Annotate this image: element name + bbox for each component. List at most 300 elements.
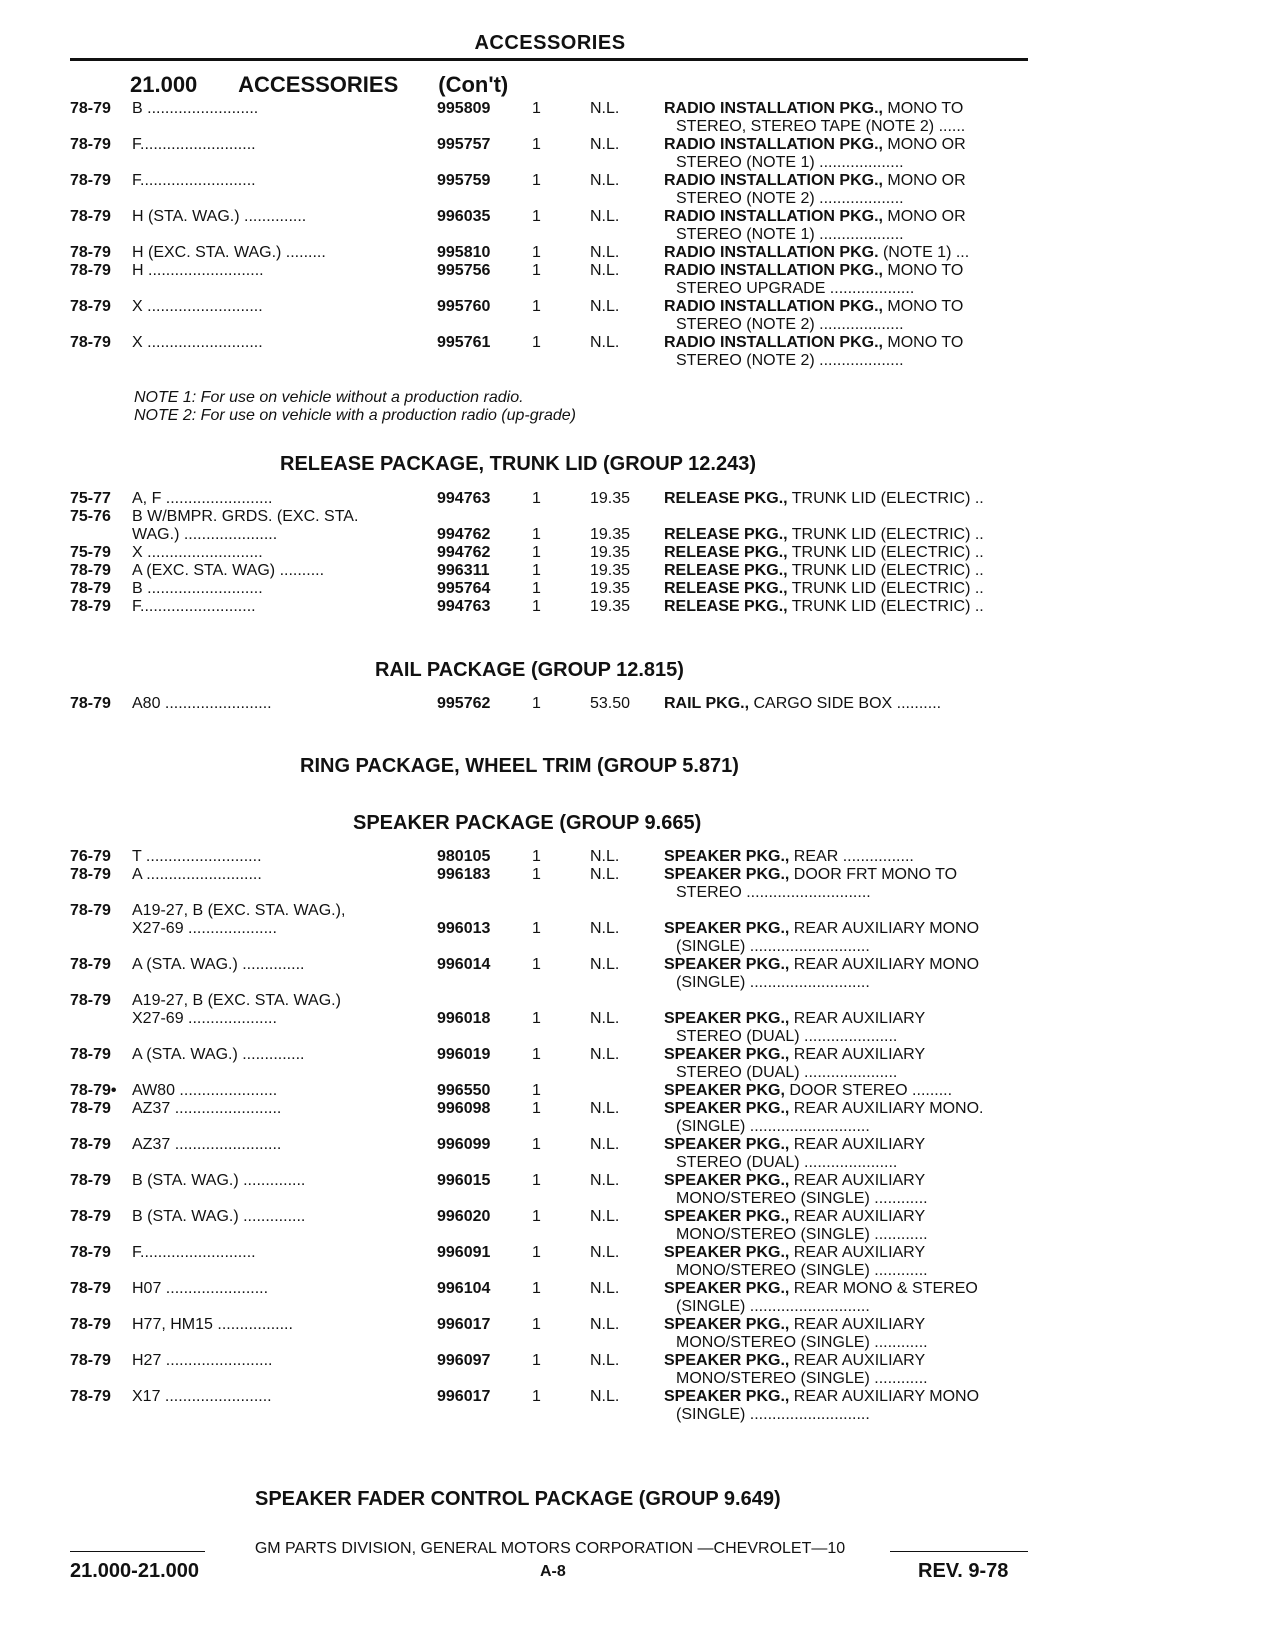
part-number: 996019: [437, 1046, 491, 1063]
part-number: 980105: [437, 848, 491, 865]
part-name-bold: RADIO INSTALLATION PKG.,: [664, 334, 883, 351]
part-number: 994763: [437, 490, 491, 507]
section-cont: (Con't): [438, 72, 509, 97]
part-name-bold: SPEAKER PKG.,: [664, 1244, 790, 1261]
quantity: 1: [532, 695, 541, 712]
usage-description: F..........................: [132, 172, 256, 189]
quantity: 1: [532, 1010, 541, 1027]
price: N.L.: [590, 920, 620, 937]
table-row: [70, 1280, 1030, 1316]
part-name-continued: (SINGLE) ...........................: [676, 938, 870, 955]
part-name-continued: (SINGLE) ...........................: [676, 1406, 870, 1423]
part-name: [664, 1136, 1104, 1172]
part-name-bold: RELEASE PKG.,: [664, 544, 788, 561]
model-years: 75-79: [70, 544, 111, 561]
part-name-bold: SPEAKER PKG.,: [664, 920, 790, 937]
section-title: [130, 72, 508, 98]
part-name-continued: STEREO UPGRADE ...................: [676, 280, 915, 297]
price: N.L.: [590, 136, 620, 153]
part-name-continued: MONO/STEREO (SINGLE) ............: [676, 1334, 928, 1351]
table-row: [70, 172, 1030, 208]
part-name-continued: STEREO (NOTE 2) ...................: [676, 190, 904, 207]
part-name: [664, 1388, 1104, 1424]
group-title-ring: RING PACKAGE, WHEEL TRIM (GROUP 5.871): [300, 755, 739, 777]
quantity: 1: [532, 1208, 541, 1225]
part-name-continued: MONO/STEREO (SINGLE) ............: [676, 1370, 928, 1387]
part-name-bold: RELEASE PKG.,: [664, 562, 788, 579]
part-name-rest: TRUNK LID (ELECTRIC) ..: [787, 490, 984, 507]
part-name-bold: SPEAKER PKG.,: [664, 1280, 790, 1297]
quantity: 1: [532, 1280, 541, 1297]
model-years: 78-79•: [70, 1082, 117, 1099]
group-title-release: RELEASE PACKAGE, TRUNK LID (GROUP 12.243): [280, 453, 757, 475]
model-years: 75-77: [70, 490, 111, 507]
part-name-rest: CARGO SIDE BOX ..........: [749, 695, 942, 712]
quantity: 1: [532, 334, 541, 351]
part-name: [664, 1352, 1104, 1388]
part-name: [664, 1208, 1104, 1244]
usage-description: X ..........................: [132, 544, 263, 561]
table-row: [70, 1352, 1030, 1388]
model-years: 78-79: [70, 262, 111, 279]
part-name-continued: STEREO (DUAL) .....................: [676, 1028, 898, 1045]
price: N.L.: [590, 244, 620, 261]
model-years: 78-79: [70, 992, 111, 1009]
part-name-continued: STEREO (DUAL) .....................: [676, 1154, 898, 1171]
model-years: 78-79: [70, 866, 111, 883]
table-row: [70, 1316, 1030, 1352]
price: N.L.: [590, 1388, 620, 1405]
usage-description: A, F ........................: [132, 490, 273, 507]
part-name: [664, 920, 1104, 956]
quantity: 1: [532, 848, 541, 865]
part-name-bold: SPEAKER PKG.,: [664, 866, 790, 883]
part-name-bold: SPEAKER PKG.,: [664, 1316, 790, 1333]
model-years: 78-79: [70, 562, 111, 579]
part-name-rest: MONO TO: [882, 334, 964, 351]
part-name-bold: SPEAKER PKG.,: [664, 1046, 790, 1063]
price: 19.35: [590, 562, 631, 579]
quantity: 1: [532, 298, 541, 315]
model-years: 78-79: [70, 695, 111, 712]
table-row: [70, 598, 1030, 634]
model-years: 78-79: [70, 244, 111, 261]
part-name: [664, 208, 1104, 244]
part-name: [664, 262, 1104, 298]
usage-description: A (STA. WAG.) ..............: [132, 956, 305, 973]
part-number: 994762: [437, 526, 491, 543]
price: N.L.: [590, 298, 620, 315]
usage-description: WAG.) .....................: [132, 526, 278, 543]
price: N.L.: [590, 1172, 620, 1189]
model-years: 78-79: [70, 1136, 111, 1153]
part-number: 995762: [437, 695, 491, 712]
part-number: 996311: [437, 562, 490, 579]
part-name: [664, 1244, 1104, 1280]
part-number: 996183: [437, 866, 491, 883]
model-years: 78-79: [70, 598, 111, 615]
part-name-rest: REAR AUXILIARY: [789, 1208, 926, 1225]
quantity: 1: [532, 1316, 541, 1333]
table-row: [70, 298, 1030, 334]
quantity: 1: [532, 866, 541, 883]
usage-description: X27-69 ....................: [132, 1010, 277, 1027]
part-name-bold: SPEAKER PKG.,: [664, 848, 790, 865]
part-name: [664, 1316, 1104, 1352]
part-name-rest: MONO OR: [882, 136, 966, 153]
part-name-bold: SPEAKER PKG.,: [664, 1136, 790, 1153]
part-name-bold: RADIO INSTALLATION PKG.,: [664, 100, 883, 117]
usage-description: AZ37 ........................: [132, 1100, 282, 1117]
part-name: [664, 1010, 1104, 1046]
part-name-continued: [664, 616, 676, 633]
model-years: 78-79: [70, 1172, 111, 1189]
part-name-rest: DOOR FRT MONO TO: [789, 866, 958, 883]
usage-description: X ..........................: [132, 298, 263, 315]
price: N.L.: [590, 848, 620, 865]
part-name-rest: TRUNK LID (ELECTRIC) ..: [787, 562, 984, 579]
part-name-continued: STEREO (DUAL) .....................: [676, 1064, 898, 1081]
price: N.L.: [590, 100, 620, 117]
quantity: 1: [532, 598, 541, 615]
group-title-rail: RAIL PACKAGE (GROUP 12.815): [375, 659, 684, 681]
usage-description: AW80 ......................: [132, 1082, 278, 1099]
price: 19.35: [590, 526, 631, 543]
model-years: 78-79: [70, 1280, 111, 1297]
model-years: 78-79: [70, 334, 111, 351]
part-name-bold: SPEAKER PKG.,: [664, 1208, 790, 1225]
table-row: [70, 100, 1030, 136]
part-name-rest: REAR AUXILIARY: [789, 1172, 926, 1189]
part-name: [664, 1100, 1104, 1136]
part-name: [664, 100, 1104, 136]
table-row: [70, 1010, 1030, 1046]
usage-description: H07 .......................: [132, 1280, 269, 1297]
model-years: 78-79: [70, 1244, 111, 1261]
part-name-rest: TRUNK LID (ELECTRIC) ..: [787, 598, 984, 615]
quantity: 1: [532, 262, 541, 279]
part-name-continued: [664, 713, 676, 730]
usage-description: F..........................: [132, 136, 256, 153]
model-years: 78-79: [70, 208, 111, 225]
part-name-bold: RELEASE PKG.,: [664, 526, 788, 543]
part-number: 996014: [437, 956, 491, 973]
footer-revision: REV. 9-78: [918, 1560, 1009, 1582]
model-years: 78-79: [70, 1208, 111, 1225]
quantity: 1: [532, 136, 541, 153]
quantity: 1: [532, 526, 541, 543]
part-name-bold: RELEASE PKG.,: [664, 580, 788, 597]
price: N.L.: [590, 866, 620, 883]
part-name-rest: TRUNK LID (ELECTRIC) ..: [787, 526, 984, 543]
part-name: [664, 598, 1104, 634]
usage-description: X17 ........................: [132, 1388, 272, 1405]
part-name-rest: REAR ................: [789, 848, 914, 865]
footer-page-number: A-8: [540, 1563, 566, 1580]
quantity: 1: [532, 920, 541, 937]
table-row: [70, 136, 1030, 172]
quantity: 1: [532, 1136, 541, 1153]
quantity: 1: [532, 208, 541, 225]
usage-description: A ..........................: [132, 866, 262, 883]
quantity: 1: [532, 244, 541, 261]
part-name-continued: (SINGLE) ...........................: [676, 974, 870, 991]
price: N.L.: [590, 334, 620, 351]
part-name-bold: SPEAKER PKG.,: [664, 1010, 790, 1027]
usage-description: A19-27, B (EXC. STA. WAG.): [132, 992, 341, 1009]
part-number: 996091: [437, 1244, 491, 1261]
table-row: [70, 1100, 1030, 1136]
part-name-rest: DOOR STEREO .........: [784, 1082, 953, 1099]
part-name-bold: RAIL PKG.,: [664, 695, 750, 712]
quantity: 1: [532, 1082, 541, 1099]
section-number: 21.000: [130, 72, 198, 97]
quantity: 1: [532, 490, 541, 507]
quantity: 1: [532, 1100, 541, 1117]
part-name-bold: RADIO INSTALLATION PKG.,: [664, 208, 883, 225]
group-title-fader: SPEAKER FADER CONTROL PACKAGE (GROUP 9.649): [255, 1488, 781, 1510]
usage-description: A19-27, B (EXC. STA. WAG.),: [132, 902, 346, 919]
part-number: 996015: [437, 1172, 491, 1189]
part-name-rest: REAR AUXILIARY: [789, 1136, 926, 1153]
part-name: [664, 1172, 1104, 1208]
usage-description: B (STA. WAG.) ..............: [132, 1208, 306, 1225]
note-1: NOTE 1: For use on vehicle without a production radio.: [134, 389, 524, 406]
part-number: 995810: [437, 244, 491, 261]
usage-description: B .........................: [132, 100, 259, 117]
quantity: 1: [532, 1388, 541, 1405]
part-number: 996035: [437, 208, 491, 225]
part-name-rest: MONO TO: [882, 100, 964, 117]
usage-description: H27 ........................: [132, 1352, 273, 1369]
part-number: 996018: [437, 1010, 491, 1027]
part-name-bold: SPEAKER PKG.,: [664, 1172, 790, 1189]
price: N.L.: [590, 1208, 620, 1225]
part-name-continued: STEREO ............................: [676, 884, 871, 901]
model-years: 78-79: [70, 1100, 111, 1117]
table-row: [70, 920, 1030, 956]
usage-description: B W/BMPR. GRDS. (EXC. STA.: [132, 508, 359, 525]
usage-description: H ..........................: [132, 262, 264, 279]
part-name-bold: RADIO INSTALLATION PKG.: [664, 244, 879, 261]
model-years: 78-79: [70, 1046, 111, 1063]
group-title-speaker: SPEAKER PACKAGE (GROUP 9.665): [353, 812, 702, 834]
price: N.L.: [590, 1136, 620, 1153]
page-header: ACCESSORIES: [474, 32, 626, 54]
part-name-bold: SPEAKER PKG.,: [664, 1388, 790, 1405]
part-name-continued: STEREO (NOTE 1) ...................: [676, 226, 904, 243]
section-name: ACCESSORIES: [238, 72, 399, 97]
price: 19.35: [590, 580, 631, 597]
model-years: 78-79: [70, 956, 111, 973]
part-number: 995759: [437, 172, 491, 189]
table-row: [70, 1244, 1030, 1280]
part-name: [664, 334, 1104, 370]
header-rule: [70, 58, 1028, 61]
part-name: [664, 172, 1104, 208]
part-name-rest: REAR AUXILIARY MONO: [789, 1388, 980, 1405]
table-row: [70, 1046, 1030, 1082]
part-name-rest: REAR AUXILIARY: [789, 1316, 926, 1333]
part-number: 996013: [437, 920, 491, 937]
quantity: 1: [532, 1244, 541, 1261]
table-row: [70, 866, 1030, 902]
usage-description: AZ37 ........................: [132, 1136, 282, 1153]
table-row: [70, 1172, 1030, 1208]
usage-description: X ..........................: [132, 334, 263, 351]
part-name-rest: REAR AUXILIARY: [789, 1244, 926, 1261]
part-name-continued: STEREO, STEREO TAPE (NOTE 2) ......: [676, 118, 966, 135]
usage-description: X27-69 ....................: [132, 920, 277, 937]
price: N.L.: [590, 1046, 620, 1063]
table-row: [70, 695, 1030, 731]
quantity: 1: [532, 1046, 541, 1063]
usage-description: H77, HM15 .................: [132, 1316, 293, 1333]
model-years: 76-79: [70, 848, 111, 865]
model-years: 75-76: [70, 508, 111, 525]
part-name-rest: REAR AUXILIARY: [789, 1010, 926, 1027]
part-name-bold: RELEASE PKG.,: [664, 490, 788, 507]
part-name-bold: SPEAKER PKG.,: [664, 1100, 790, 1117]
price: 19.35: [590, 598, 631, 615]
part-name-bold: RADIO INSTALLATION PKG.,: [664, 172, 883, 189]
part-name: [664, 1046, 1104, 1082]
model-years: 78-79: [70, 100, 111, 117]
part-name-rest: MONO OR: [882, 208, 966, 225]
table-row: [70, 334, 1030, 370]
price: 19.35: [590, 490, 631, 507]
part-name-continued: (SINGLE) ...........................: [676, 1118, 870, 1135]
usage-description: T ..........................: [132, 848, 262, 865]
part-name: [664, 695, 1104, 731]
quantity: 1: [532, 544, 541, 561]
table-row: [70, 956, 1030, 992]
price: N.L.: [590, 1010, 620, 1027]
model-years: 78-79: [70, 902, 111, 919]
part-number: 995757: [437, 136, 491, 153]
footer-rule-right: [890, 1551, 1028, 1552]
part-name-continued: STEREO (NOTE 1) ...................: [676, 154, 904, 171]
part-name-continued: (SINGLE) ...........................: [676, 1298, 870, 1315]
part-name-bold: RADIO INSTALLATION PKG.,: [664, 136, 883, 153]
part-number: 996098: [437, 1100, 491, 1117]
part-name: [664, 298, 1104, 334]
part-number: 996020: [437, 1208, 491, 1225]
price: N.L.: [590, 1100, 620, 1117]
part-number: 995809: [437, 100, 491, 117]
part-number: 996017: [437, 1388, 491, 1405]
model-years: 78-79: [70, 172, 111, 189]
part-name-rest: TRUNK LID (ELECTRIC) ..: [787, 580, 984, 597]
price: N.L.: [590, 172, 620, 189]
price: N.L.: [590, 1352, 620, 1369]
quantity: 1: [532, 172, 541, 189]
part-name-rest: MONO TO: [882, 298, 964, 315]
quantity: 1: [532, 1172, 541, 1189]
footer-section-range: 21.000-21.000: [70, 1560, 200, 1582]
usage-description: H (EXC. STA. WAG.) .........: [132, 244, 326, 261]
part-number: 996099: [437, 1136, 491, 1153]
usage-description: A80 ........................: [132, 695, 272, 712]
price: 53.50: [590, 695, 631, 712]
part-number: 996550: [437, 1082, 491, 1099]
part-name-continued: STEREO (NOTE 2) ...................: [676, 352, 904, 369]
table-row: [70, 1388, 1030, 1424]
quantity: 1: [532, 1352, 541, 1369]
part-number: 995756: [437, 262, 491, 279]
note-2: NOTE 2: For use on vehicle with a production radio (up-grade): [134, 407, 576, 424]
part-name: [664, 136, 1104, 172]
part-name-rest: REAR AUXILIARY: [789, 1046, 926, 1063]
part-name: [664, 866, 1104, 902]
part-name-continued: STEREO (NOTE 2) ...................: [676, 316, 904, 333]
usage-description: H (STA. WAG.) ..............: [132, 208, 307, 225]
part-number: 994762: [437, 544, 491, 561]
part-number: 996097: [437, 1352, 491, 1369]
part-name-rest: TRUNK LID (ELECTRIC) ..: [787, 544, 984, 561]
part-name-rest: REAR AUXILIARY MONO: [789, 956, 980, 973]
part-name-rest: REAR AUXILIARY MONO: [789, 920, 980, 937]
part-name-bold: RADIO INSTALLATION PKG.,: [664, 298, 883, 315]
part-name-bold: SPEAKER PKG.,: [664, 956, 790, 973]
price: 19.35: [590, 544, 631, 561]
table-row: [70, 1136, 1030, 1172]
part-name-rest: (NOTE 1) ...: [878, 244, 970, 261]
part-name-bold: SPEAKER PKG.,: [664, 1352, 790, 1369]
model-years: 78-79: [70, 1352, 111, 1369]
part-name-rest: REAR AUXILIARY: [789, 1352, 926, 1369]
part-name-continued: MONO/STEREO (SINGLE) ............: [676, 1262, 928, 1279]
usage-description: F..........................: [132, 1244, 256, 1261]
part-number: 995764: [437, 580, 491, 597]
model-years: 78-79: [70, 1316, 111, 1333]
quantity: 1: [532, 580, 541, 597]
table-row: [70, 262, 1030, 298]
model-years: 78-79: [70, 298, 111, 315]
part-name-rest: REAR MONO & STEREO: [789, 1280, 978, 1297]
part-name-rest: MONO OR: [882, 172, 966, 189]
usage-description: B (STA. WAG.) ..............: [132, 1172, 306, 1189]
price: N.L.: [590, 208, 620, 225]
part-name: [664, 956, 1104, 992]
part-name-rest: REAR AUXILIARY MONO.: [789, 1100, 984, 1117]
table-row: [70, 1208, 1030, 1244]
part-name-continued: MONO/STEREO (SINGLE) ............: [676, 1190, 928, 1207]
part-number: 995761: [437, 334, 491, 351]
part-name-continued: MONO/STEREO (SINGLE) ............: [676, 1226, 928, 1243]
part-number: 996104: [437, 1280, 491, 1297]
usage-description: A (STA. WAG.) ..............: [132, 1046, 305, 1063]
quantity: 1: [532, 956, 541, 973]
model-years: 78-79: [70, 136, 111, 153]
price: N.L.: [590, 956, 620, 973]
price: N.L.: [590, 1316, 620, 1333]
part-name-bold: SPEAKER PKG,: [664, 1082, 785, 1099]
quantity: 1: [532, 562, 541, 579]
usage-description: A (EXC. STA. WAG) ..........: [132, 562, 325, 579]
part-number: 994763: [437, 598, 491, 615]
part-name-rest: MONO TO: [882, 262, 964, 279]
quantity: 1: [532, 100, 541, 117]
table-row: [70, 208, 1030, 244]
footer-division: GM PARTS DIVISION, GENERAL MOTORS CORPORATION —CHEVROLET—10: [254, 1540, 846, 1557]
part-number: 995760: [437, 298, 491, 315]
usage-description: B ..........................: [132, 580, 263, 597]
price: N.L.: [590, 262, 620, 279]
part-number: 996017: [437, 1316, 491, 1333]
part-name: [664, 1280, 1104, 1316]
model-years: 78-79: [70, 1388, 111, 1405]
